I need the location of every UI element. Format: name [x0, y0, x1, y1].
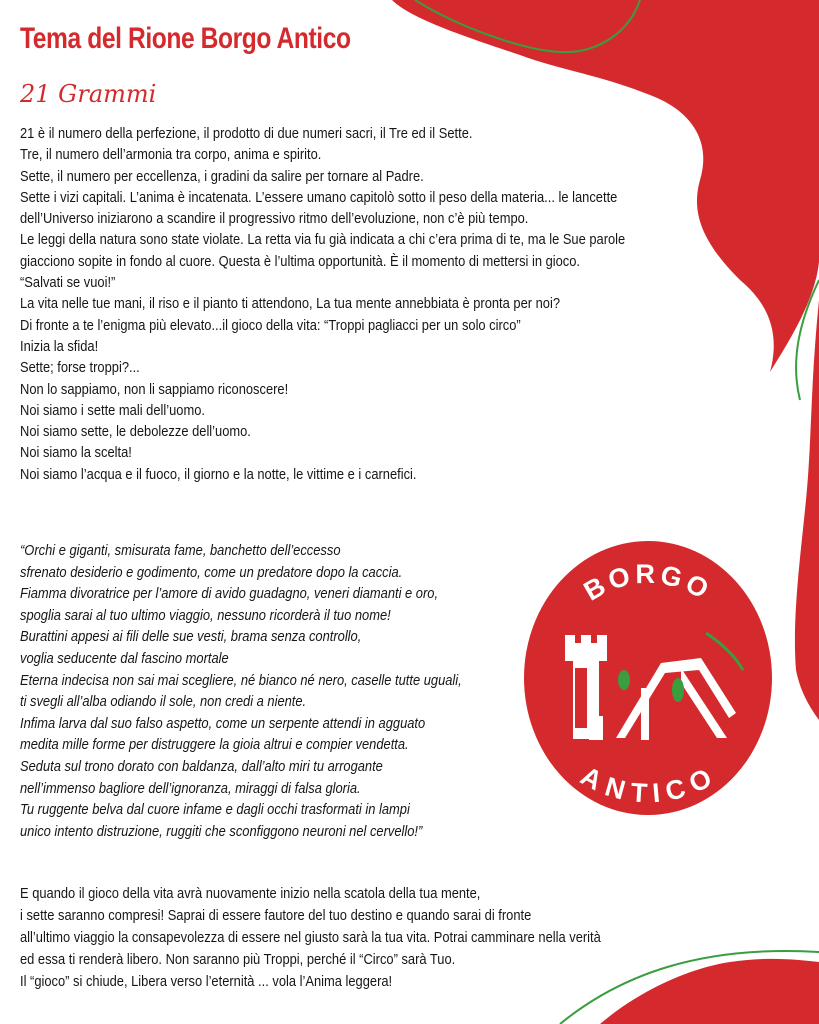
page-subtitle: 21 Grammi	[20, 80, 157, 108]
poem-line: unico intento distruzione, ruggiti che sconfiggono neuroni nel cervello!”	[20, 822, 423, 840]
closing-line: ed essa ti renderà libero. Non saranno più Troppi, perché il “Circo” sarà Tuo.	[20, 951, 456, 968]
intro-line: Di fronte a te l’enigma più elevato...il gioco della vita: “Troppi pagliacci per un solo circo”	[20, 316, 521, 334]
poem-line: Tu ruggente belva dal cuore infame e dagli occhi trasformati in lampi	[20, 801, 410, 819]
poem-line: nell’immenso bagliore dell’ignoranza, miraggi di falsa gloria.	[20, 779, 361, 797]
intro-line: Sette i vizi capitali. L’anima è incatenata. L’essere umano capitolò sotto il peso della materia... le lancette	[20, 188, 618, 206]
intro-line: Noi siamo l’acqua e il fuoco, il giorno e la notte, le vittime e i carnefici.	[20, 465, 417, 483]
intro-line: Non lo sappiamo, non li sappiamo riconoscere!	[20, 380, 289, 398]
closing-paragraph	[20, 883, 601, 993]
poem-line: spoglia sarai al tuo ultimo viaggio, nessuno ricorderà il tuo nome!	[20, 606, 391, 624]
closing-line: all’ultimo viaggio la consapevolezza di essere nel giusto sarà la tua vita. Potrai camminare nella verità	[20, 929, 601, 946]
logo-green-eye-right	[672, 678, 684, 702]
intro-line: 21 è il numero della perfezione, il prodotto di due numeri sacri, il Tre ed il Sette.	[20, 125, 473, 142]
intro-line: Tre, il numero dell’armonia tra corpo, anima e spirito.	[20, 146, 322, 164]
intro-paragraph	[20, 123, 625, 485]
closing-line: E quando il gioco della vita avrà nuovamente inizio nella scatola della tua mente,	[20, 885, 481, 902]
intro-line: La vita nelle tue mani, il riso e il pianto ti attendono, La tua mente annebbiata è pronta per noi?	[20, 295, 561, 313]
logo-green-eye-left	[618, 670, 630, 690]
poem-line: “Orchi e giganti, smisurata fame, banchetto dell’eccesso	[20, 542, 341, 559]
borgo-antico-logo	[521, 538, 775, 818]
logo-top-text: BORGO	[578, 558, 718, 607]
intro-line: Noi siamo la scelta!	[20, 444, 132, 462]
bottom-right-red-wave	[600, 959, 819, 1024]
poem-line: voglia seducente dal fascino mortale	[20, 649, 229, 667]
intro-line: Inizia la sfida!	[20, 337, 99, 355]
right-red-band	[795, 300, 819, 720]
poem-line: Burattini appesi ai fili delle sue vesti, brama senza controllo,	[20, 628, 362, 646]
poem-line: medita mille forme per distruggere la gioia altrui e compier vendetta.	[20, 736, 409, 754]
poem-paragraph	[20, 540, 462, 842]
poem-line: Fiamma divoratrice per l’amore di avido guadagno, veneri diamanti e oro,	[20, 585, 439, 603]
intro-line: dell’Universo iniziarono a scandire il progressivo ritmo dell’evoluzione, non c’è più tempo.	[20, 210, 529, 228]
closing-line: i sette saranno compresi! Saprai di essere fautore del tuo destino e quando sarai di fronte	[20, 907, 532, 924]
intro-line: Sette, il numero per eccellenza, i gradini da salire per tornare al Padre.	[20, 167, 424, 185]
poem-line: sfrenato desiderio e godimento, come un predatore dopo la caccia.	[20, 563, 403, 581]
poem-line: Infima larva dal suo falso aspetto, come un serpente attendi in agguato	[20, 714, 426, 732]
intro-line: Noi siamo i sette mali dell’uomo.	[20, 401, 205, 419]
page-title: Tema del Rione Borgo Antico	[20, 22, 351, 55]
intro-line: Noi siamo sette, le debolezze dell’uomo.	[20, 423, 251, 441]
poem-line: Eterna indecisa non sai mai scegliere, né bianco né nero, caselle tutte uguali,	[20, 671, 462, 689]
intro-line: giacciono sopite in fondo al cuore. Questa è l’ultima opportunità. È il momento di mettersi in gioco.	[20, 252, 581, 270]
closing-line: Il “gioco” si chiude, Libera verso l’eternità ... vola l’Anima leggera!	[20, 973, 393, 990]
intro-line: Le leggi della natura sono state violate. La retta via fu già indicata a chi c’era prima di te, ma le Sue parole	[20, 231, 626, 249]
poem-line: ti svegli all’alba odiando il sole, non credi a niente.	[20, 693, 307, 711]
logo-bottom-text: ANTICO	[575, 760, 721, 809]
intro-line: Sette; forse troppi?...	[20, 359, 140, 377]
intro-line: “Salvati se vuoi!”	[20, 274, 116, 292]
poem-line: Seduta sul trono dorato con baldanza, dall’alto miri tu arrogante	[20, 757, 383, 775]
